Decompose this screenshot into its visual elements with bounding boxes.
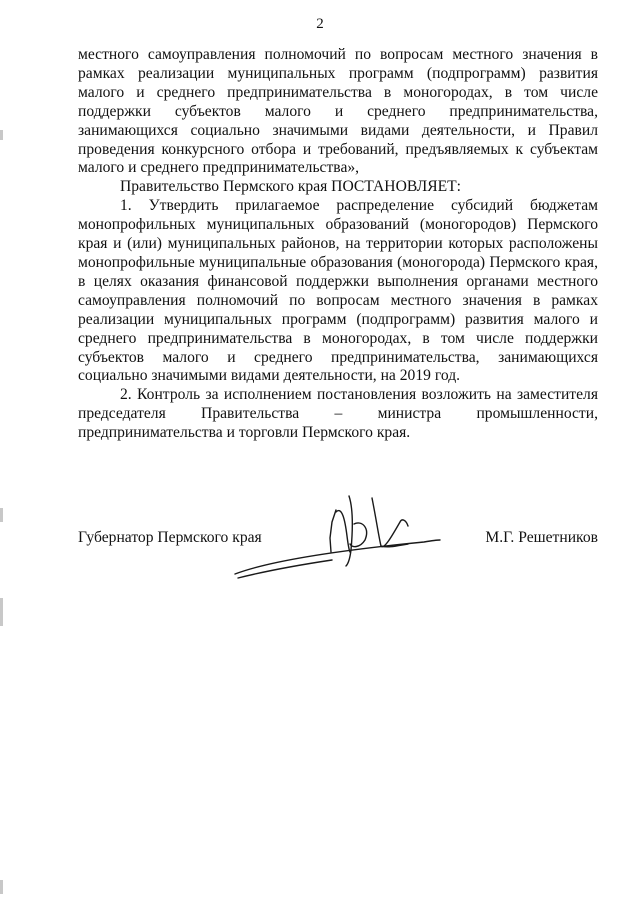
page-number: 2 <box>316 16 324 32</box>
signer-title: Губернатор Пермского края <box>78 529 262 546</box>
paragraph-item-1: 1. Утвердить прилагаемое распределение субсидий бюджетам монопрофильных муниципальных образований (моногородов) Пермского края и (или) муниципальных районов, на территории которых расположены монопрофильные муниципальные образования (моногорода) Пермского края, в целях оказания финансовой поддержки выполнения органами местного самоуправления полномочий по вопросам местного значения в рамках реализации муниципальных программ (подпрограмм) развития малого и среднего предпринимательства в моногородах, в том числе поддержки субъектов малого и среднего предпринимательства, занимающихся социально значимыми видами деятельности, на 2019 год. <box>78 197 598 385</box>
scan-edge-mark <box>0 598 3 626</box>
paragraph-resolution: Правительство Пермского края ПОСТАНОВЛЯЕТ: <box>120 178 461 196</box>
signer-name: М.Г. Решетников <box>485 529 598 546</box>
paragraph-continuation: местного самоуправления полномочий по вопросам местного значения в рамках реализации муниципальных программ (подпрограмм) развития малого и среднего предпринимательства в моногородах, в том числе поддержки субъектов малого и среднего предпринимательства, занимающихся социально значимыми видами деятельности, и Правил проведения конкурсного отбора и требований, предъявляемых к субъектам малого и среднего предпринимательства», <box>78 46 598 177</box>
document-body <box>78 46 598 443</box>
scan-edge-mark <box>0 508 3 522</box>
scan-edge-mark <box>0 130 3 140</box>
handwritten-signature <box>232 488 442 583</box>
paragraph-item-2: 2. Контроль за исполнением постановления возложить на заместителя председателя Правительства – министра промышленности, предпринимательства и торговли Пермского края. <box>78 386 598 442</box>
scan-edge-mark <box>0 880 3 894</box>
